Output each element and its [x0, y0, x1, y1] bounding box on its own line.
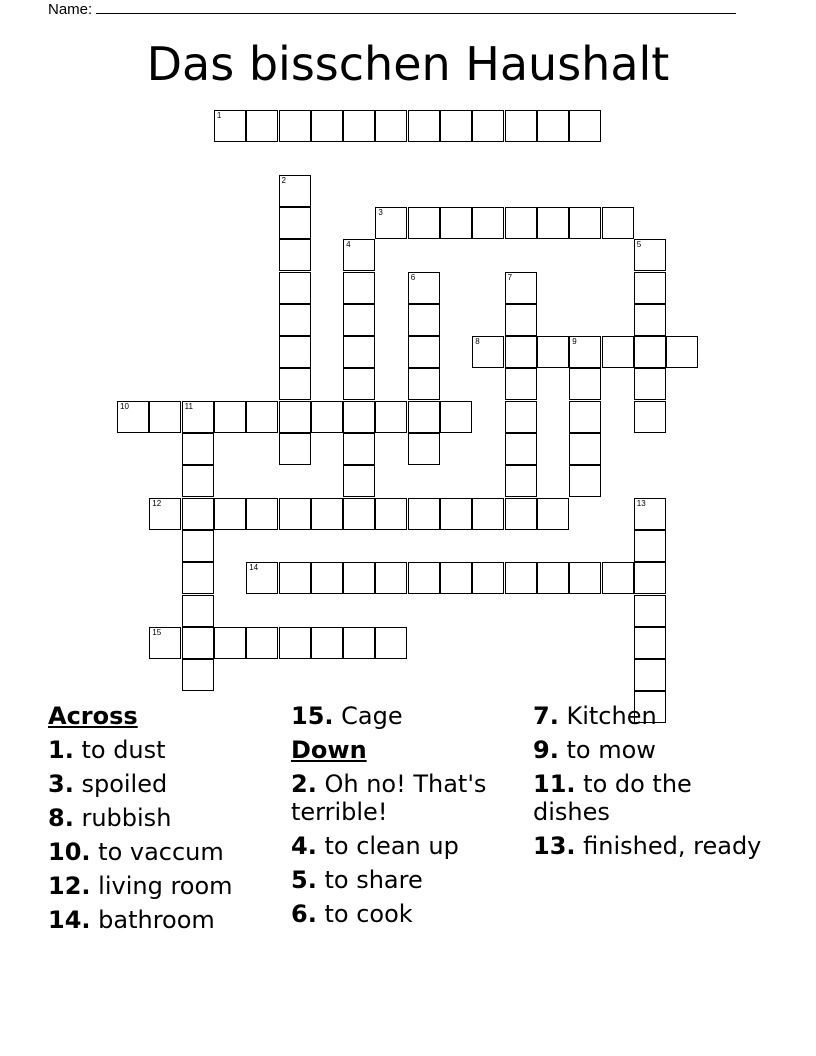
grid-cell[interactable]	[440, 401, 472, 433]
grid-cell[interactable]	[375, 207, 407, 239]
grid-cell[interactable]	[408, 562, 440, 594]
grid-cell[interactable]	[408, 433, 440, 465]
clue-number-label: 15.	[291, 702, 334, 730]
clue-column-1	[48, 702, 278, 940]
clue-number-label: 13.	[533, 832, 576, 860]
clue-number: 15	[152, 627, 162, 637]
grid-cell[interactable]	[182, 595, 214, 627]
grid-cell[interactable]	[246, 562, 278, 594]
clue-number-label: 2.	[291, 770, 317, 798]
clue-down-item	[533, 736, 763, 764]
grid-cell[interactable]	[343, 272, 375, 304]
grid-cell[interactable]	[182, 401, 214, 433]
grid-cell[interactable]	[634, 498, 666, 530]
clue-across-item	[48, 804, 278, 832]
clue-text: Kitchen	[566, 702, 657, 730]
grid-cell[interactable]	[279, 304, 311, 336]
grid-cell[interactable]	[408, 304, 440, 336]
grid-cell[interactable]	[279, 207, 311, 239]
grid-cell[interactable]	[375, 498, 407, 530]
grid-cell[interactable]	[182, 562, 214, 594]
grid-cell[interactable]	[214, 498, 246, 530]
grid-cell[interactable]	[311, 562, 343, 594]
grid-cell[interactable]	[214, 110, 246, 142]
grid-cell[interactable]	[408, 207, 440, 239]
grid-cell[interactable]	[472, 207, 504, 239]
grid-cell[interactable]	[408, 336, 440, 368]
clue-number: 8	[475, 337, 480, 347]
clue-across-item	[48, 736, 278, 764]
grid-cell[interactable]	[569, 465, 601, 497]
clue-down-item	[291, 900, 521, 928]
grid-cell[interactable]	[182, 433, 214, 465]
clue-text: finished, ready	[583, 832, 762, 860]
clue-text: living room	[98, 872, 233, 900]
grid-cell[interactable]	[505, 368, 537, 400]
clue-number-label: 5.	[291, 866, 317, 894]
clue-text: to clean up	[324, 832, 459, 860]
grid-cell[interactable]	[537, 562, 569, 594]
grid-cell[interactable]	[408, 498, 440, 530]
clue-text: to do the dishes	[533, 770, 692, 826]
clue-number-label: 12.	[48, 872, 91, 900]
grid-cell[interactable]	[505, 498, 537, 530]
clue-number: 6	[410, 272, 416, 282]
grid-cell[interactable]	[343, 304, 375, 336]
grid-cell[interactable]	[182, 498, 214, 530]
grid-cell[interactable]	[634, 627, 666, 659]
grid-cell[interactable]	[408, 368, 440, 400]
down-heading: Down	[291, 736, 367, 764]
grid-cell[interactable]	[408, 272, 440, 304]
grid-cell[interactable]	[505, 465, 537, 497]
clue-down-item	[291, 770, 521, 826]
grid-cell[interactable]	[408, 110, 440, 142]
clue-text: Cage	[341, 702, 403, 730]
clue-text: Oh no! That's terrible!	[291, 770, 487, 826]
grid-cell[interactable]	[634, 595, 666, 627]
grid-cell[interactable]	[246, 401, 278, 433]
grid-cell[interactable]	[408, 401, 440, 433]
grid-cell[interactable]	[505, 433, 537, 465]
grid-cell[interactable]	[666, 336, 698, 368]
clue-number: 14	[249, 563, 259, 573]
grid-cell[interactable]	[472, 336, 504, 368]
clue-number-label: 14.	[48, 906, 91, 934]
grid-cell[interactable]	[634, 659, 666, 691]
grid-cell[interactable]	[569, 336, 601, 368]
grid-cell[interactable]	[343, 401, 375, 433]
grid-cell[interactable]	[343, 336, 375, 368]
grid-cell[interactable]	[375, 110, 407, 142]
grid-cell[interactable]	[634, 562, 666, 594]
grid-cell[interactable]	[440, 498, 472, 530]
clue-text: rubbish	[81, 804, 172, 832]
grid-cell[interactable]	[634, 336, 666, 368]
grid-cell[interactable]	[505, 401, 537, 433]
grid-cell[interactable]	[279, 433, 311, 465]
grid-cell[interactable]	[537, 110, 569, 142]
grid-cell[interactable]	[505, 562, 537, 594]
clue-number: 3	[378, 207, 383, 217]
clue-across-item	[291, 702, 521, 730]
clue-number: 9	[572, 337, 577, 347]
clue-column-3	[533, 702, 763, 866]
grid-cell[interactable]	[343, 562, 375, 594]
grid-cell[interactable]	[182, 627, 214, 659]
grid-cell[interactable]	[569, 207, 601, 239]
clue-number-label: 8.	[48, 804, 74, 832]
clue-number: 13	[636, 498, 646, 508]
grid-cell[interactable]	[634, 401, 666, 433]
grid-cell[interactable]	[472, 110, 504, 142]
grid-cell[interactable]	[246, 498, 278, 530]
clue-number: 7	[507, 272, 513, 282]
clue-column-2	[291, 702, 521, 934]
clue-number: 10	[120, 401, 129, 411]
grid-cell[interactable]	[537, 207, 569, 239]
grid-cell[interactable]	[182, 465, 214, 497]
puzzle-title: Das bisschen Haushalt	[146, 37, 670, 91]
grid-cell[interactable]	[505, 304, 537, 336]
clue-across-item	[48, 770, 278, 798]
clue-number-label: 1.	[48, 736, 74, 764]
grid-cell[interactable]	[246, 110, 278, 142]
clue-number-label: 10.	[48, 838, 91, 866]
clue-across-item	[48, 872, 278, 900]
name-label: Name:	[48, 1, 93, 18]
grid-cell[interactable]	[279, 110, 311, 142]
grid-cell[interactable]	[569, 110, 601, 142]
clue-across-item	[48, 838, 278, 866]
grid-cell[interactable]	[375, 627, 407, 659]
grid-cell[interactable]	[440, 207, 472, 239]
grid-cell[interactable]	[182, 659, 214, 691]
clue-number: 2	[281, 175, 286, 185]
grid-cell[interactable]	[634, 530, 666, 562]
clue-number-label: 7.	[533, 702, 559, 730]
clue-number-label: 4.	[291, 832, 317, 860]
across-heading: Across	[48, 702, 138, 730]
clue-number: 11	[184, 401, 193, 411]
clue-text: bathroom	[98, 906, 215, 934]
grid-cell[interactable]	[343, 239, 375, 271]
clue-number: 5	[636, 240, 642, 250]
grid-cell[interactable]	[279, 627, 311, 659]
clue-down-item	[533, 832, 763, 860]
grid-cell[interactable]	[246, 627, 278, 659]
clue-down-item	[533, 770, 763, 826]
clue-text: to cook	[324, 900, 413, 928]
clue-text: spoiled	[81, 770, 168, 798]
clue-down-item	[291, 832, 521, 860]
grid-cell[interactable]	[569, 368, 601, 400]
clue-number-label: 11.	[533, 770, 576, 798]
clue-down-item	[533, 702, 763, 730]
grid-cell[interactable]	[602, 207, 634, 239]
grid-cell[interactable]	[634, 304, 666, 336]
clue-down-item	[291, 866, 521, 894]
grid-cell[interactable]	[149, 401, 181, 433]
grid-cell[interactable]	[569, 562, 601, 594]
grid-cell[interactable]	[634, 239, 666, 271]
grid-cell[interactable]	[375, 401, 407, 433]
grid-cell[interactable]	[279, 272, 311, 304]
grid-cell[interactable]	[602, 562, 634, 594]
grid-cell[interactable]	[311, 627, 343, 659]
grid-cell[interactable]	[311, 110, 343, 142]
grid-cell[interactable]	[634, 272, 666, 304]
grid-cell[interactable]	[149, 498, 181, 530]
clue-across-item	[48, 906, 278, 934]
grid-cell[interactable]	[440, 110, 472, 142]
grid-cell[interactable]	[343, 498, 375, 530]
grid-cell[interactable]	[537, 336, 569, 368]
clue-text: to share	[324, 866, 423, 894]
grid-cell[interactable]	[505, 272, 537, 304]
grid-cell[interactable]	[472, 562, 504, 594]
grid-cell[interactable]	[602, 336, 634, 368]
clue-number-label: 3.	[48, 770, 74, 798]
clue-text: to vaccum	[98, 838, 224, 866]
grid-cell[interactable]	[117, 401, 149, 433]
grid-cell[interactable]	[279, 562, 311, 594]
grid-cell[interactable]	[182, 530, 214, 562]
grid-cell[interactable]	[505, 207, 537, 239]
clue-number: 12	[152, 498, 162, 508]
grid-cell[interactable]	[214, 401, 246, 433]
grid-cell[interactable]	[311, 401, 343, 433]
grid-cell[interactable]	[569, 433, 601, 465]
grid-cell[interactable]	[279, 498, 311, 530]
grid-cell[interactable]	[505, 110, 537, 142]
grid-cell[interactable]	[537, 498, 569, 530]
clue-text: to dust	[81, 736, 166, 764]
grid-cell[interactable]	[149, 627, 181, 659]
grid-cell[interactable]	[343, 368, 375, 400]
clue-number-label: 9.	[533, 736, 559, 764]
grid-cell[interactable]	[472, 498, 504, 530]
clue-number-label: 6.	[291, 900, 317, 928]
clue-number: 1	[216, 111, 222, 120]
grid-cell[interactable]	[311, 498, 343, 530]
grid-cell[interactable]	[440, 562, 472, 594]
grid-cell[interactable]	[214, 627, 246, 659]
grid-cell[interactable]	[569, 401, 601, 433]
grid-cell[interactable]	[343, 110, 375, 142]
clue-text: to mow	[566, 736, 656, 764]
grid-cell[interactable]	[634, 368, 666, 400]
grid-cell[interactable]	[279, 401, 311, 433]
grid-cell[interactable]	[343, 433, 375, 465]
grid-cell[interactable]	[505, 336, 537, 368]
clue-number: 4	[346, 240, 351, 250]
grid-cell[interactable]	[375, 562, 407, 594]
grid-cell[interactable]	[279, 336, 311, 368]
grid-cell[interactable]	[279, 175, 311, 207]
grid-cell[interactable]	[343, 465, 375, 497]
grid-cell[interactable]	[279, 239, 311, 271]
grid-cell[interactable]	[279, 368, 311, 400]
grid-cell[interactable]	[343, 627, 375, 659]
